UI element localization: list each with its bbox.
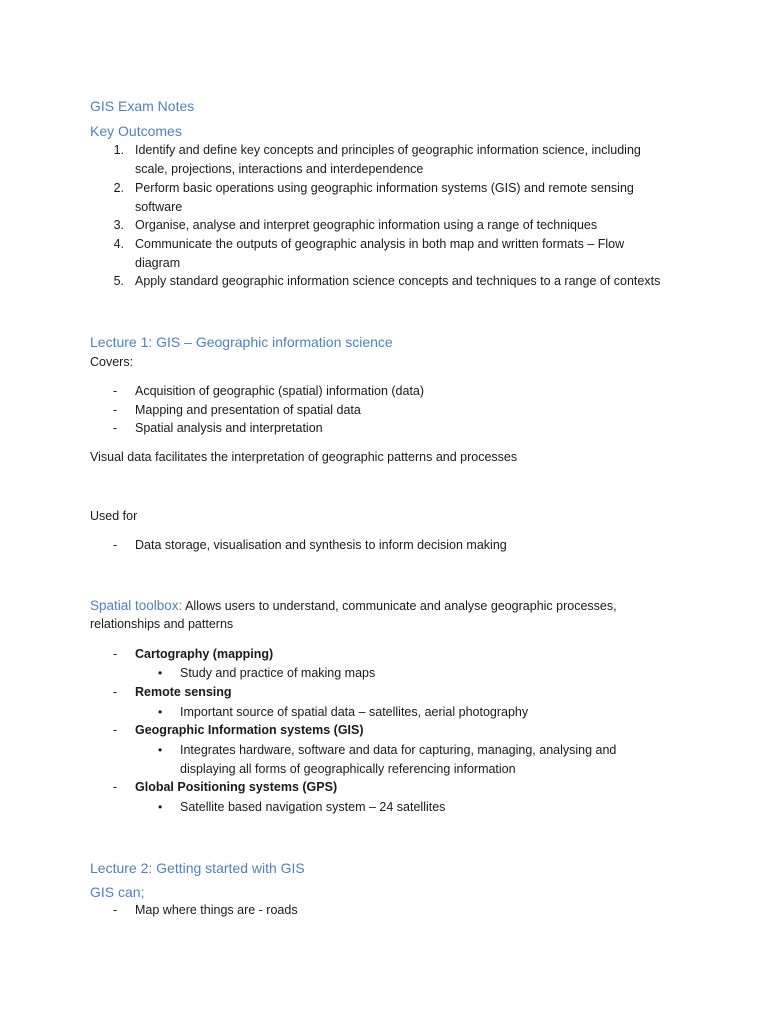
bullet-marker: • [158, 743, 163, 757]
list-item-text: software [135, 200, 183, 214]
dash-marker: - [113, 538, 118, 552]
dash-marker: - [113, 780, 118, 794]
list-item-text: diagram [135, 256, 181, 270]
spatial-toolbox-description: Allows users to understand, communicate and analyse geographic processes, [182, 599, 617, 613]
list-item-text: Organise, analyse and interpret geographic information using a range of techniques [135, 218, 598, 232]
covers-label: Covers: [90, 355, 134, 369]
list-item-number: 1. [113, 143, 124, 157]
list-item: Spatial analysis and interpretation [135, 421, 323, 435]
spatial-toolbox-heading: Spatial toolbox: [90, 598, 183, 613]
list-item-text: Perform basic operations using geographic information systems (GIS) and remote sensing [135, 181, 634, 195]
dash-marker: - [113, 685, 118, 699]
dash-marker: - [113, 421, 118, 435]
list-item: Acquisition of geographic (spatial) information (data) [135, 384, 425, 398]
toolbox-item-detail: Important source of spatial data – satellites, aerial photography [180, 705, 529, 719]
toolbox-item-detail: displaying all forms of geographically referencing information [180, 762, 516, 776]
list-item-number: 3. [113, 218, 124, 232]
spatial-toolbox-paragraph [90, 596, 617, 616]
bullet-marker: • [158, 705, 163, 719]
toolbox-item-name: Global Positioning systems (GPS) [135, 780, 338, 794]
visual-data-note: Visual data facilitates the interpretation of geographic patterns and processes [90, 450, 518, 464]
toolbox-item-detail: Study and practice of making maps [180, 666, 376, 680]
toolbox-item-detail: Integrates hardware, software and data for capturing, managing, analysing and [180, 743, 617, 757]
list-item-text: scale, projections, interactions and interdependence [135, 162, 424, 176]
dash-marker: - [113, 903, 118, 917]
bullet-marker: • [158, 666, 163, 680]
list-item-number: 5. [113, 274, 124, 288]
lecture2-heading: Lecture 2: Getting started with GIS [90, 860, 305, 876]
toolbox-item-name: Geographic Information systems (GIS) [135, 723, 364, 737]
list-item: Map where things are - roads [135, 903, 298, 917]
bullet-marker: • [158, 800, 163, 814]
list-item-text: Apply standard geographic information science concepts and techniques to a range of contexts [135, 274, 661, 288]
dash-marker: - [113, 384, 118, 398]
list-item-number: 2. [113, 181, 124, 195]
dash-marker: - [113, 723, 118, 737]
toolbox-item-name: Remote sensing [135, 685, 232, 699]
dash-marker: - [113, 403, 118, 417]
dash-marker: - [113, 647, 118, 661]
toolbox-item-detail: Satellite based navigation system – 24 satellites [180, 800, 446, 814]
list-item-number: 4. [113, 237, 124, 251]
list-item-text: Communicate the outputs of geographic analysis in both map and written formats – Flow [135, 237, 625, 251]
spatial-toolbox-description-cont: relationships and patterns [90, 617, 234, 631]
lecture1-heading: Lecture 1: GIS – Geographic information science [90, 334, 393, 350]
lecture2-subheading: GIS can; [90, 884, 145, 900]
used-for-label: Used for [90, 509, 138, 523]
key-outcomes-heading: Key Outcomes [90, 123, 182, 139]
document-title: GIS Exam Notes [90, 98, 195, 114]
list-item: Data storage, visualisation and synthesis to inform decision making [135, 538, 507, 552]
toolbox-item-name: Cartography (mapping) [135, 647, 274, 661]
list-item: Mapping and presentation of spatial data [135, 403, 361, 417]
list-item-text: Identify and define key concepts and principles of geographic information science, including [135, 143, 641, 157]
